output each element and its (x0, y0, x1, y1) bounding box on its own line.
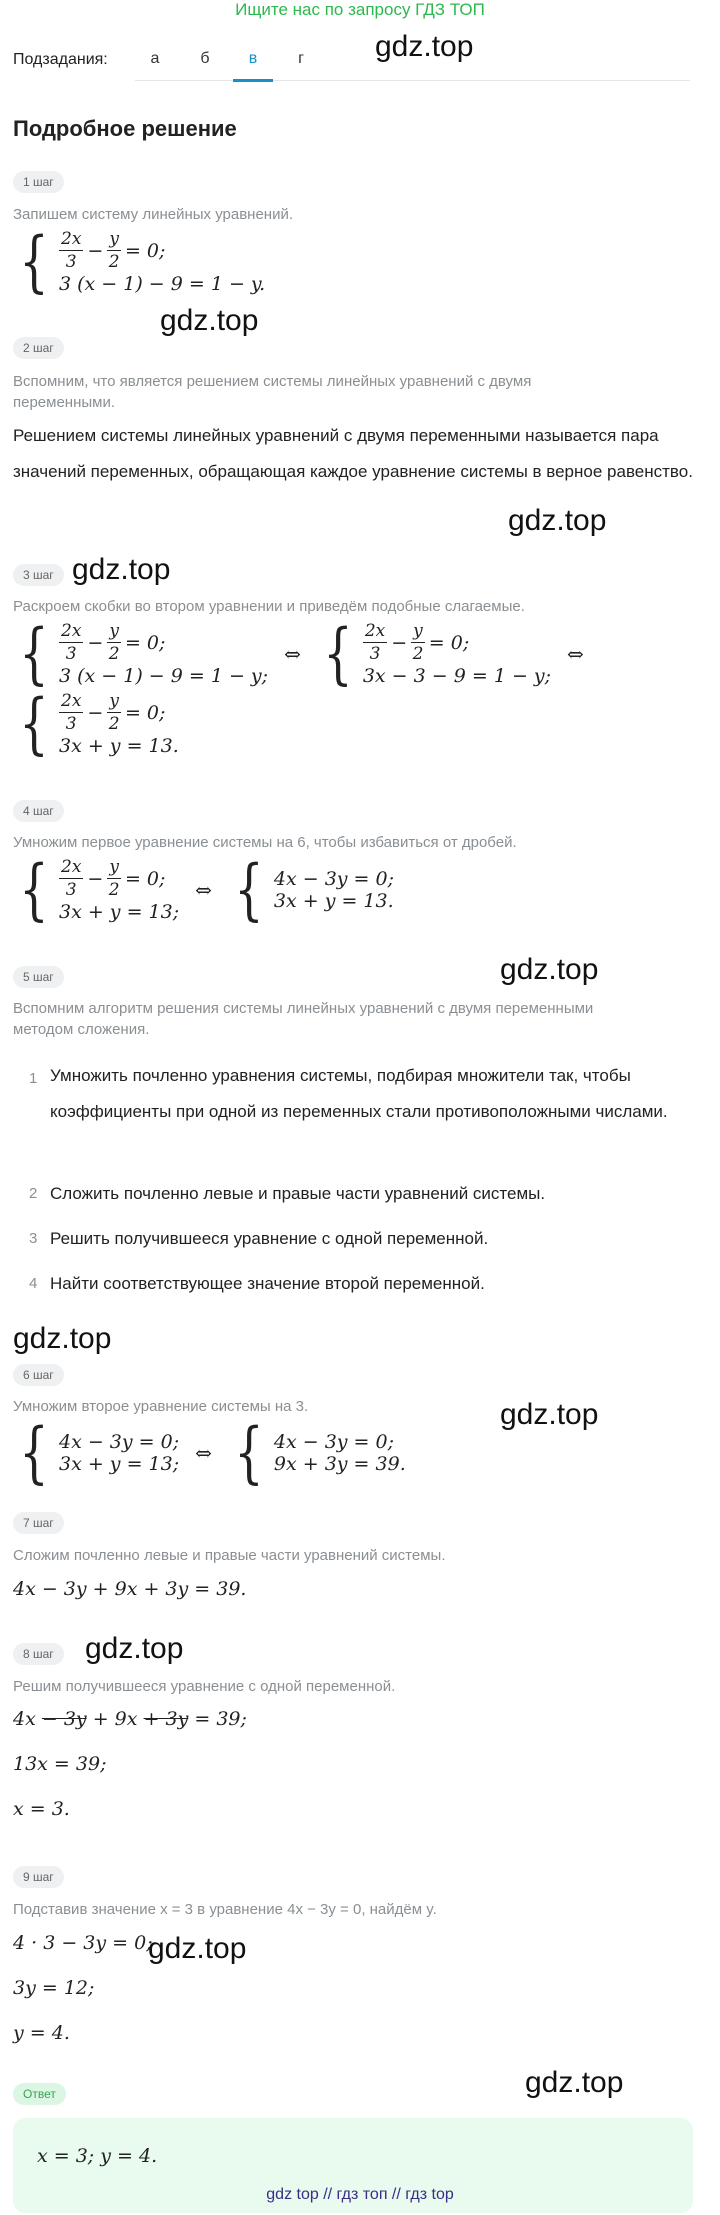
watermark: gdz.top (72, 553, 171, 586)
definition-text: Решением системы линейных уравнений с двумя переменными называется пара значений переменных, обращающая каждое уравнение системы в верное равенство. (13, 426, 693, 481)
step-label: 7 шаг (13, 1512, 64, 1534)
step-label: 4 шаг (13, 800, 64, 822)
step-description: Раскроем скобки во втором уравнении и приведём подобные слагаемые. (13, 598, 525, 615)
list-item-number: 3 (29, 1230, 38, 1247)
search-banner[interactable]: Ищите нас по запросу ГДЗ ТОП (235, 0, 485, 19)
tabs-divider (135, 80, 690, 81)
step-description: Вспомним алгоритм решения системы линейных уравнений с двумя переменными методом сложения. (13, 1000, 594, 1038)
equation-system: { $\frac{2x}{3}$ − $\frac{y}{2}$ = 0; 3 (x − 1) − 9 = 1 − y. (19, 222, 266, 300)
step-label: 5 шаг (13, 966, 64, 988)
subtasks-label: Подзадания: (13, 51, 108, 68)
equation: x = 3. (13, 1798, 70, 1820)
tab-v[interactable]: в (248, 50, 258, 67)
step-description: Умножим второе уравнение системы на 3. (13, 1398, 309, 1415)
watermark: gdz.top (500, 953, 599, 986)
equation: 4x − 3y + 9x + 3y = 39. (13, 1578, 247, 1600)
watermark: gdz.top (525, 2066, 624, 2099)
step-label: 3 шаг (13, 564, 64, 586)
list-item: Сложить почленно левые и правые части уравнений системы. (50, 1184, 546, 1203)
list-item-number: 1 (29, 1070, 38, 1087)
answer-label: Ответ (13, 2083, 66, 2105)
step-description: Умножим первое уравнение системы на 6, чтобы избавиться от дробей. (13, 834, 517, 851)
watermark: gdz.top (375, 30, 474, 63)
list-item-number: 2 (29, 1185, 38, 1202)
page-title: Подробное решение (13, 116, 237, 141)
step-description: Решим получившееся уравнение с одной переменной. (13, 1678, 396, 1695)
tab-b[interactable]: б (200, 50, 210, 67)
equation: 3y = 12; (13, 1977, 95, 1999)
list-item-number: 4 (29, 1275, 38, 1292)
step-description: Вспомним, что является решением системы линейных уравнений с двумя переменными. (13, 373, 532, 411)
step-label: 8 шаг (13, 1643, 64, 1665)
step-description: Запишем систему линейных уравнений. (13, 206, 294, 223)
step-description: Подставив значение x = 3 в уравнение 4x − 3y = 0, найдём y. (13, 1901, 437, 1918)
step-label: 9 шаг (13, 1866, 64, 1888)
tab-g[interactable]: г (298, 50, 304, 67)
watermark: gdz.top (500, 1398, 599, 1431)
equation: y = 4. (13, 2022, 70, 2044)
equation-system: { $\frac{2x}{3}$ − $\frac{y}{2}$ = 0; 3x + y = 13; ⇔ { 4x − 3y = 0; 3x + y = 13. (19, 850, 395, 928)
list-item: Умножить почленно уравнения системы, подбирая множители так, чтобы коэффициенты при одной из переменных стали противоположными числами. (50, 1066, 668, 1121)
watermark: gdz.top (13, 1322, 112, 1355)
watermark: gdz.top (160, 304, 259, 337)
equation: 13x = 39; (13, 1753, 107, 1775)
list-item: Решить получившееся уравнение с одной переменной. (50, 1229, 489, 1248)
step-label: 6 шаг (13, 1364, 64, 1386)
step-label: 2 шаг (13, 337, 64, 359)
watermark: gdz.top (508, 504, 607, 537)
equation-crossed: 4x − 3y + 9x + 3y = 39; (13, 1708, 247, 1730)
step-description: Сложим почленно левые и правые части уравнений системы. (13, 1547, 446, 1564)
tab-a[interactable]: а (150, 50, 160, 67)
watermark: gdz.top (148, 1932, 247, 1965)
step-label: 1 шаг (13, 171, 64, 193)
equation-system: { $\frac{2x}{3}$ − $\frac{y}{2}$ = 0; 3 (x − 1) − 9 = 1 − y; ⇔ { $\frac{2x}{3}$ − $\frac{y}{2}$ = 0; 3x − 3 − 9 = 1 − y; ⇔ (19, 614, 584, 692)
active-tab-indicator (233, 79, 273, 82)
equation: 4 · 3 − 3y = 0; (13, 1932, 153, 1954)
footer-links[interactable]: gdz top // гдз топ // гдз top (266, 2186, 454, 2203)
list-item: Найти соответствующее значение второй переменной. (50, 1274, 485, 1293)
equation-system: { 4x − 3y = 0; 3x + y = 13; ⇔ { 4x − 3y = 0; 9x + 3y = 39. (19, 1414, 406, 1491)
equation-system: { $\frac{2x}{3}$ − $\frac{y}{2}$ = 0; 3x + y = 13. (19, 684, 179, 762)
watermark: gdz.top (85, 1632, 184, 1665)
answer-value: x = 3; y = 4. (37, 2145, 158, 2167)
